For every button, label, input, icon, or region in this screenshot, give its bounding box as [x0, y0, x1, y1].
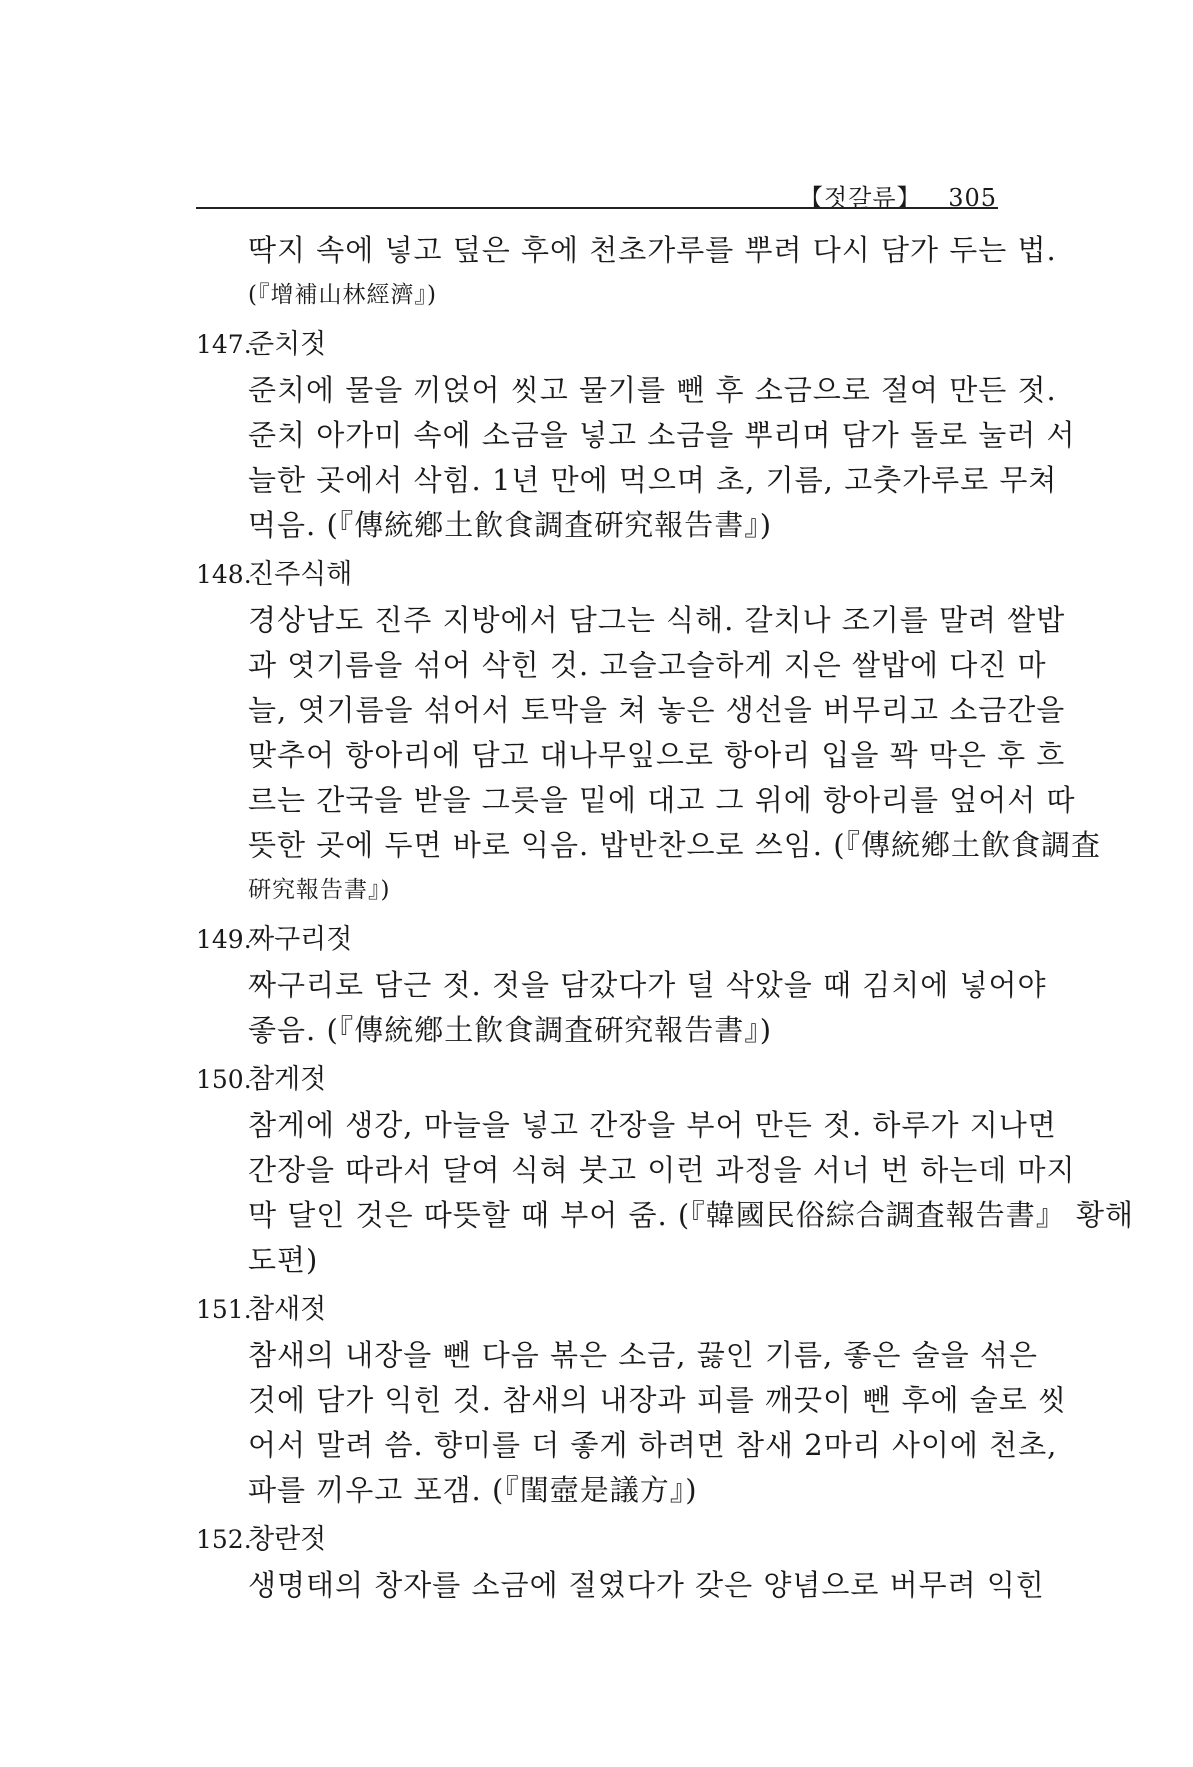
entry-heading	[196, 1287, 998, 1333]
body-line: 과 엿기름을 섞어 삭힌 것. 고슬고슬하게 지은 쌀밥에 다진 마	[248, 648, 1047, 682]
entry-heading	[196, 917, 998, 963]
page-content	[196, 228, 1134, 1608]
section-title: 【젓갈류】	[798, 184, 922, 212]
entry-title: 참게젓	[248, 1064, 327, 1095]
entry-title: 참새젓	[248, 1294, 327, 1325]
body-line: 참새의 내장을 뺀 다음 볶은 소금, 끓인 기름, 좋은 술을 섞은	[248, 1338, 1038, 1372]
body-line: 딱지 속에 넣고 덮은 후에 천초가루를 뿌려 다시 담가 두는 법.	[248, 233, 1057, 267]
header-rule	[196, 207, 998, 209]
entry-title: 준치젓	[248, 329, 327, 360]
entry-number: 151.	[196, 1295, 252, 1324]
entry-heading	[196, 322, 998, 368]
entry	[196, 552, 1102, 913]
body-line: 맞추어 항아리에 담고 대나무잎으로 항아리 입을 꽉 막은 후 흐	[248, 738, 1066, 772]
entry-title: 진주식해	[248, 559, 353, 590]
entry	[196, 1517, 1045, 1608]
body-line: 늘한 곳에서 삭힘. 1년 만에 먹으며 초, 기름, 고춧가루로 무쳐	[248, 463, 1058, 497]
body-line: 뜻한 곳에 두면 바로 익음. 밥반찬으로 쓰임. (『傳統鄕土飮食調査	[248, 828, 1102, 862]
entry-title: 창란젓	[248, 1524, 327, 1555]
body-line: 준치 아가미 속에 소금을 넣고 소금을 뿌리며 담가 돌로 눌러 서	[248, 418, 1076, 452]
entry	[196, 1057, 1134, 1283]
body-line: 것에 담가 익힌 것. 참새의 내장과 피를 깨끗이 뺀 후에 술로 씻	[248, 1383, 1067, 1417]
body-line: 도편)	[248, 1243, 319, 1277]
entry	[196, 322, 1076, 548]
body-line: 먹음. (『傳統鄕土飮食調査硏究報告書』)	[248, 508, 773, 542]
entry-heading	[196, 1517, 998, 1563]
entry-number: 148.	[196, 560, 252, 589]
entry-number: 152.	[196, 1525, 252, 1554]
entry	[196, 1287, 1067, 1513]
entry-heading	[196, 552, 998, 598]
body-line: 간장을 따라서 달여 식혀 붓고 이런 과정을 서너 번 하는데 마지	[248, 1153, 1076, 1187]
body-line: 참게에 생강, 마늘을 넣고 간장을 부어 만든 젓. 하루가 지나면	[248, 1108, 1057, 1142]
body-line: 어서 말려 씀. 향미를 더 좋게 하려면 참새 2마리 사이에 천초,	[248, 1428, 1058, 1462]
body-line: 파를 끼우고 포갬. (『閨壼是議方』)	[248, 1473, 698, 1507]
continued-paragraph	[196, 228, 1057, 318]
body-line: 준치에 물을 끼얹어 씻고 물기를 뺀 후 소금으로 절여 만든 젓.	[248, 373, 1057, 407]
entry	[196, 917, 1047, 1053]
body-line: 르는 간국을 받을 그릇을 밑에 대고 그 위에 항아리를 엎어서 따	[248, 783, 1076, 817]
body-line: 硏究報告書』)	[248, 877, 391, 903]
entry-number: 149.	[196, 925, 252, 954]
body-line: 생명태의 창자를 소금에 절였다가 갖은 양념으로 버무려 익힌	[248, 1568, 1045, 1602]
body-line: 막 달인 것은 따뜻할 때 부어 줌. (『韓國民俗綜合調査報告書』 황해	[248, 1198, 1134, 1232]
entry-number: 150.	[196, 1065, 252, 1094]
body-line: 짜구리로 담근 젓. 젓을 담갔다가 덜 삭았을 때 김치에 넣어야	[248, 968, 1047, 1002]
entry-number: 147.	[196, 330, 252, 359]
body-line: 좋음. (『傳統鄕土飮食調査硏究報告書』)	[248, 1013, 773, 1047]
body-line: 경상남도 진주 지방에서 담그는 식해. 갈치나 조기를 말려 쌀밥	[248, 603, 1066, 637]
body-line: 늘, 엿기름을 섞어서 토막을 쳐 놓은 생선을 버무리고 소금간을	[248, 693, 1066, 727]
body-line: (『增補山林經濟』)	[248, 282, 437, 308]
entry-heading	[196, 1057, 998, 1103]
entry-title: 짜구리젓	[248, 924, 353, 955]
page-number: 305	[948, 184, 997, 212]
